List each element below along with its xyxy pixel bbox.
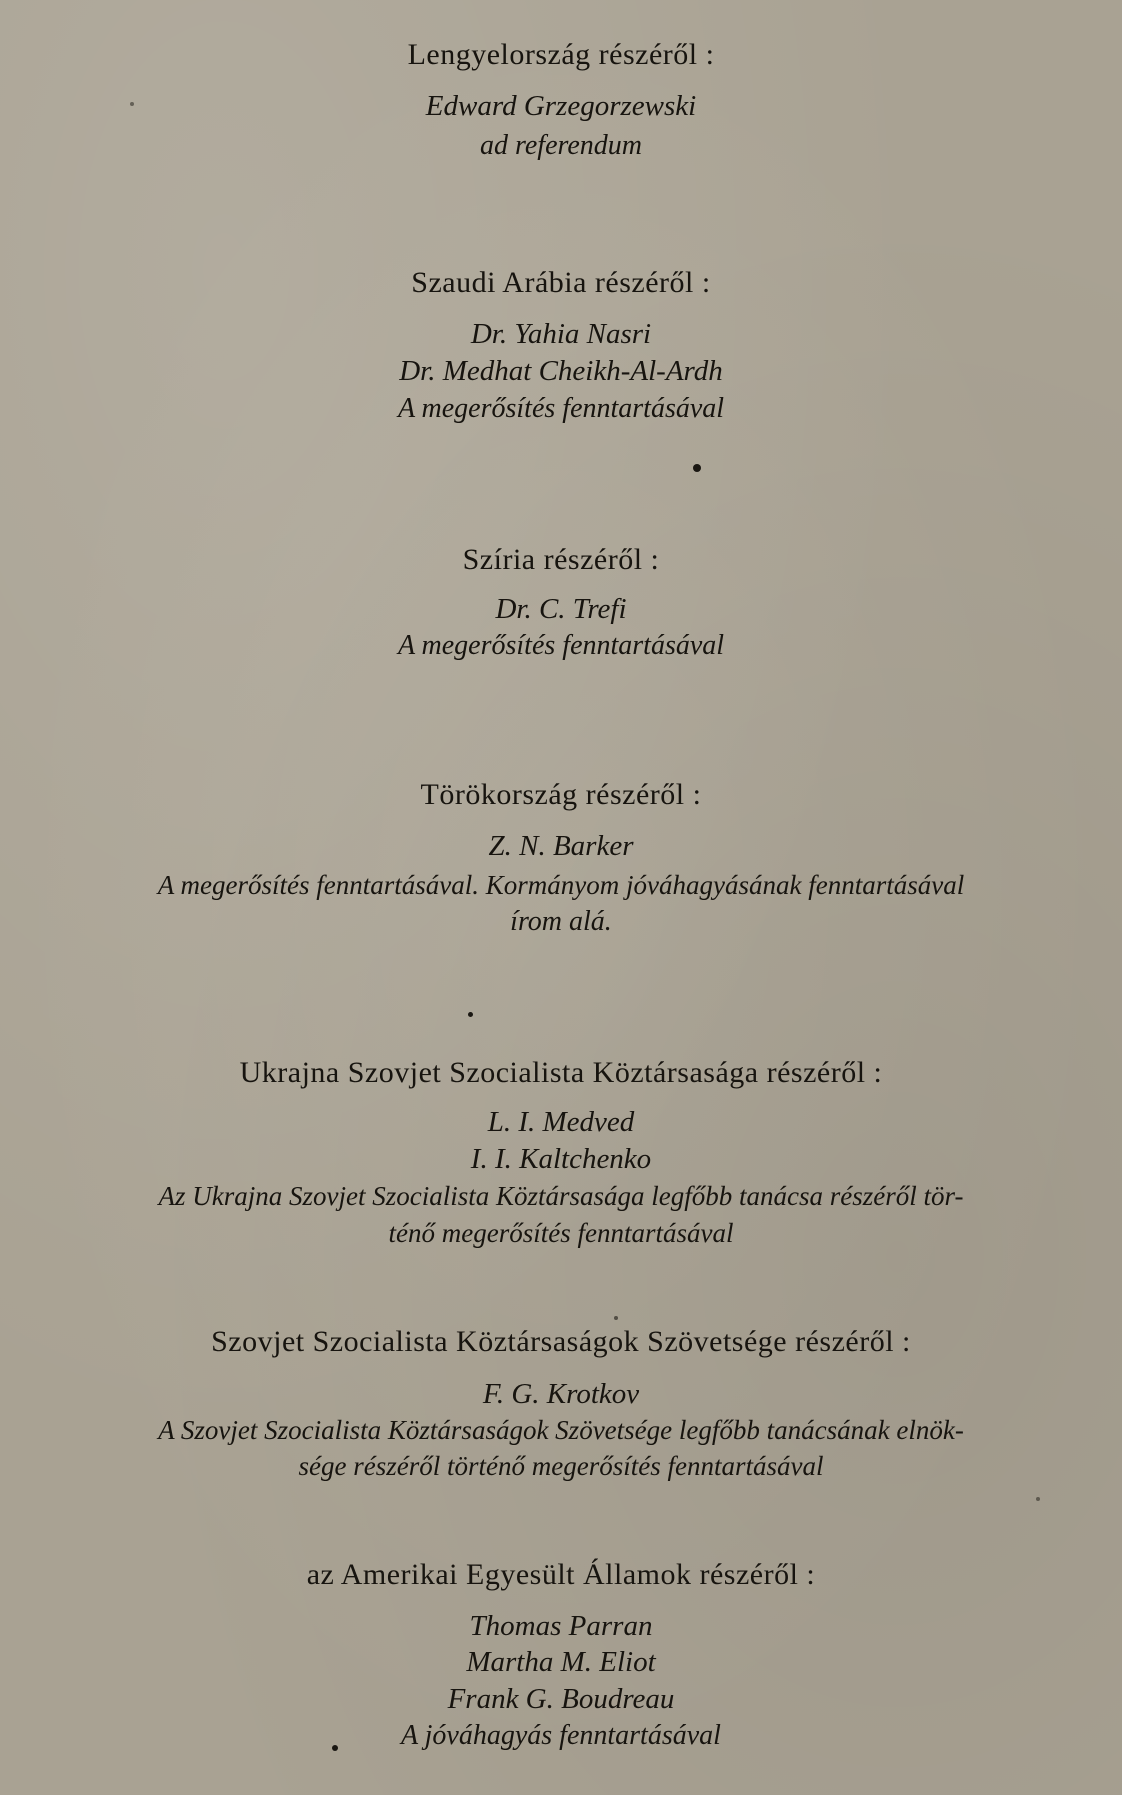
paper-speck	[468, 1012, 473, 1017]
paper-speck	[332, 1745, 338, 1751]
signature-note-continued: írom alá.	[510, 906, 612, 937]
section-heading-turkey: Törökország részéről :	[420, 778, 702, 811]
paper-speck	[614, 1316, 618, 1320]
signature-note: A megerősítés fenntartásával	[397, 630, 725, 661]
signature-note: A jóváhagyás fenntartásával	[401, 1720, 721, 1751]
signatory-name: Martha M. Eliot	[466, 1646, 656, 1678]
section-heading-saudi-arabia: Szaudi Arábia részéről :	[411, 266, 711, 299]
signatory-name: F. G. Krotkov	[482, 1378, 640, 1410]
paper-speck	[693, 464, 701, 472]
signatory-name: I. I. Kaltchenko	[470, 1143, 652, 1175]
paper-speck	[1036, 1497, 1040, 1501]
signature-note-continued: ténő megerősítés fenntartásával	[388, 1218, 734, 1248]
signature-note: Az Ukrajna Szovjet Szocialista Köztársasága legfőbb tanácsa részéről tör-	[158, 1181, 964, 1211]
section-heading-ussr: Szovjet Szocialista Köztársaságok Szövetsége részéről :	[211, 1325, 911, 1358]
signatory-name: L. I. Medved	[487, 1106, 635, 1138]
signature-note: A megerősítés fenntartásával. Kormányom jóváhagyásának fenntartásával	[157, 870, 965, 900]
signatory-name: Thomas Parran	[469, 1610, 653, 1642]
signatory-name: Z. N. Barker	[488, 830, 634, 862]
section-heading-usa: az Amerikai Egyesült Államok részéről :	[306, 1558, 816, 1591]
paper-speck	[130, 102, 134, 106]
section-heading-poland: Lengyelország részéről :	[407, 38, 715, 71]
signatory-name: Frank G. Boudreau	[447, 1683, 675, 1715]
section-heading-syria: Szíria részéről :	[462, 543, 660, 576]
section-heading-ukrainian-ssr: Ukrajna Szovjet Szocialista Köztársasága részéről :	[239, 1056, 883, 1089]
signature-note-continued: sége részéről történő megerősítés fenntartásával	[298, 1451, 824, 1481]
signatory-name: Dr. Medhat Cheikh-Al-Ardh	[399, 355, 723, 387]
signatory-name: Edward Grzegorzewski	[425, 90, 697, 122]
signature-note: A megerősítés fenntartásával	[397, 393, 725, 424]
signatory-name: Dr. Yahia Nasri	[470, 318, 652, 350]
signatory-name: Dr. C. Trefi	[495, 593, 627, 625]
signature-note: A Szovjet Szocialista Köztársaságok Szövetsége legfőbb tanácsának elnök-	[158, 1415, 964, 1445]
signature-note: ad referendum	[480, 130, 642, 161]
